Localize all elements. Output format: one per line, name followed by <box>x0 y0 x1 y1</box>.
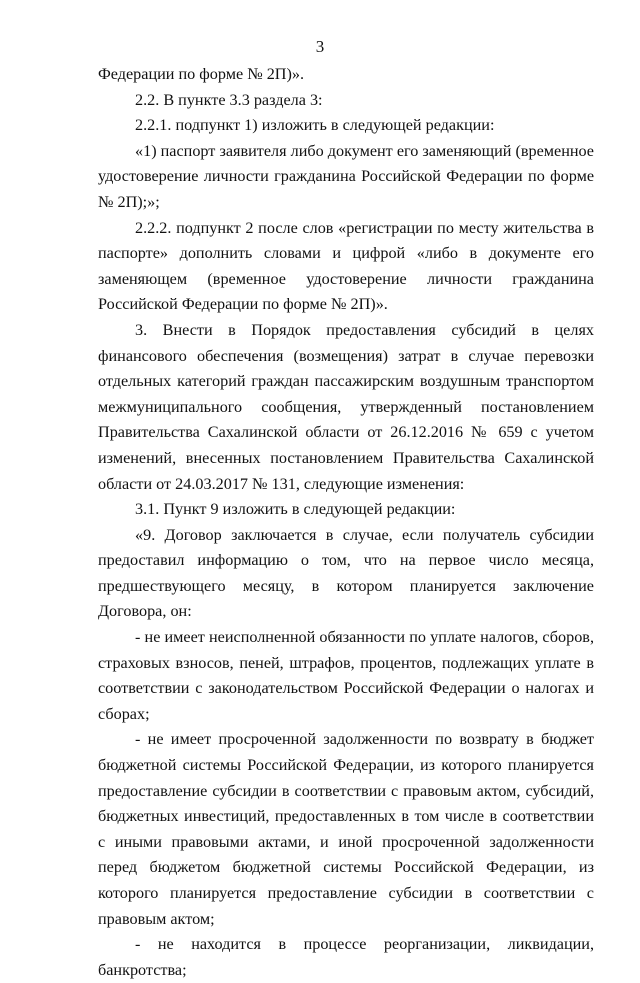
paragraph-2-2-2: 2.2.2. подпункт 2 после слов «регистрации по месту жительства в паспорте» дополнить словами и цифрой «либо в документе его заменяющем (временное удостоверение личности гражданина Российской Федерации по форме № 2П)». <box>98 218 594 314</box>
paragraph-continuation: Федерации по форме № 2П)». <box>98 65 305 83</box>
list-item-reorganization: - не находится в процессе реорганизации, ликвидации, банкротства; <box>98 935 594 979</box>
page-number: 3 <box>315 37 325 56</box>
paragraph-2-2: 2.2. В пункте 3.3 раздела 3: <box>135 90 323 109</box>
paragraph-quote-1: «1) паспорт заявителя либо документ его заменяющий (временное удостоверение личности гражданина Российской Федерации по форме № 2П);»; <box>98 141 594 211</box>
paragraph-2-2-1: 2.2.1. подпункт 1) изложить в следующей редакции: <box>135 116 495 135</box>
paragraph-3-1: 3.1. Пункт 9 изложить в следующей редакции: <box>135 500 456 519</box>
list-item-debt: - не имеет просроченной задолженности по возврату в бюджет бюджетной системы Российской Федерации, из которого планируется предоставление субсидии в соответствии с правовым актом, субсидий, бюджетных инвестиций, предоставленных в том числе в соответствии с иными правовыми актами, и иной просроченной задолженности перед бюджетом бюджетной системы Российской Федерации, из которого планируется предоставление субсидии в соответствии с правовым актом; <box>98 730 594 928</box>
document-body <box>98 62 594 983</box>
list-item-taxes: - не имеет неисполненной обязанности по уплате налогов, сборов, страховых взносов, пеней, штрафов, процентов, подлежащих уплате в соответствии с законодательством Российской Федерации о налогах и сборах; <box>98 628 594 723</box>
paragraph-quote-9: «9. Договор заключается в случае, если получатель субсидии предоставил информацию о том, что на первое число месяца, предшествующего месяцу, в котором планируется заключение Договора, он: <box>98 525 594 621</box>
paragraph-3: 3. Внести в Порядок предоставления субсидий в целях финансового обеспечения (возмещения) затрат в случае перевозки отдельных категорий граждан пассажирским воздушным транспортом межмуниципального сообщения, утвержденный постановлением Правительства Сахалинской области от 26.12.2016 № 659 с учетом изменений, внесенных постановлением Правительства Сахалинской области от 24.03.2017 № 131, следующие изменения: <box>98 320 594 493</box>
